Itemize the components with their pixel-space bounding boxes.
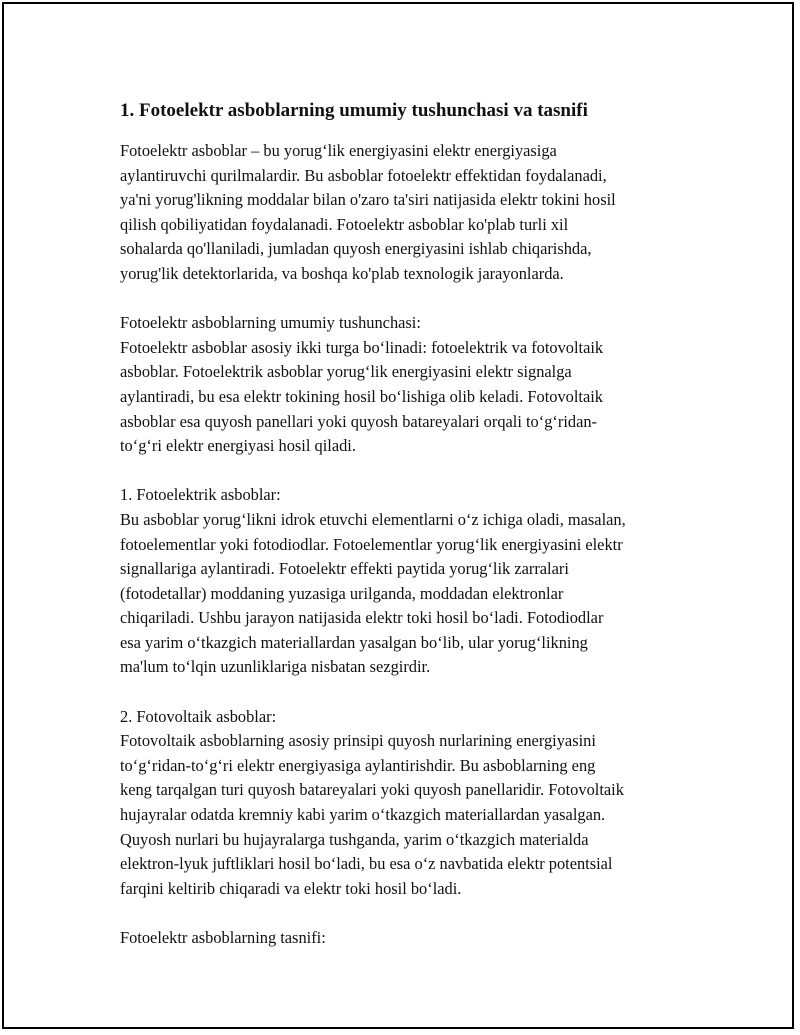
text-line: elektron-lyuk juftliklari hosil bo‘ladi, bu esa o‘z navbatida elektr potentsial	[120, 854, 613, 874]
paragraph-list	[120, 139, 710, 951]
text-line: to‘g‘ri elektr energiyasi hosil qiladi.	[120, 436, 356, 456]
text-line: fotoelementlar yoki fotodiodlar. Fotoelementlar yorug‘lik energiyasini elektr	[120, 534, 623, 554]
text-line: Quyosh nurlari bu hujayralarga tushganda, yarim o‘tkazgich materialda	[120, 829, 589, 849]
text-line: esa yarim o‘tkazgich materiallardan yasalgan bo‘lib, ular yorug‘likning	[120, 632, 588, 652]
text-line: Fotoelektr asboblar – bu yorug‘lik energiyasini elektr energiyasiga	[120, 141, 557, 160]
text-line: farqini keltirib chiqaradi va elektr toki hosil bo‘ladi.	[120, 878, 462, 898]
text-line: chiqariladi. Ushbu jarayon natijasida elektr toki hosil bo‘ladi. Fotodiodlar	[120, 608, 604, 628]
text-line: sohalarda qo'llaniladi, jumladan quyosh energiyasini ishlab chiqarishda,	[120, 239, 592, 259]
text-line: Bu asboblar yorug‘likni idrok etuvchi elementlarni o‘z ichiga oladi, masalan,	[120, 509, 626, 529]
text-line: ya'ni yorug'likning moddalar bilan o'zaro ta'siri natijasida elektr tokini hosil	[120, 190, 616, 210]
text-line: Fotovoltaik asboblarning asosiy prinsipi quyosh nurlarining energiyasini	[120, 731, 596, 751]
text-line: to‘g‘ridan-to‘g‘ri elektr energiyasiga aylantirishdir. Bu asboblarning eng	[120, 755, 596, 775]
text-line: hujayralar odatda kremniy kabi yarim o‘tkazgich materiallardan yasalgan.	[120, 805, 606, 825]
text-line: yorug'lik detektorlarida, va boshqa ko'plab texnologik jarayonlarda.	[120, 263, 564, 283]
text-line: Fotoelektr asboblarning tasnifi:	[120, 928, 326, 947]
text-line: 1. Fotoelektrik asboblar:	[120, 485, 281, 505]
paragraph	[120, 926, 710, 951]
page-title: 1. Fotoelektr asboblarning umumiy tushunchasi va tasnifi	[120, 100, 588, 121]
text-line: Fotoelektr asboblar asosiy ikki turga bo‘linadi: fotoelektrik va fotovoltaik	[120, 337, 604, 357]
paragraph	[120, 483, 710, 680]
text-line: qilish qobiliyatidan foydalanadi. Fotoelektr asboblar ko'plab turli xil	[120, 214, 569, 234]
text-line: signallariga aylantiradi. Fotoelektr effekti paytida yorug‘lik zarralari	[120, 559, 569, 579]
text-line: keng tarqalgan turi quyosh batareyalari yoki quyosh panellaridir. Fotovoltaik	[120, 780, 624, 800]
text-line: asboblar. Fotoelektrik asboblar yorug‘lik energiyasini elektr signalga	[120, 362, 572, 382]
text-line: (fotodetallar) moddaning yuzasiga urilganda, moddadan elektronlar	[120, 583, 564, 603]
text-line: 2. Fotovoltaik asboblar:	[120, 706, 277, 726]
text-line: aylantiruvchi qurilmalardir. Bu asboblar fotoelektr effektidan foydalanadi,	[120, 165, 607, 185]
paragraph	[120, 311, 710, 459]
text-line: asboblar esa quyosh panellari yoki quyosh batareyalari orqali to‘g‘ridan-	[120, 411, 597, 431]
paragraph	[120, 139, 710, 287]
document-page	[2, 2, 794, 1029]
text-line: Fotoelektr asboblarning umumiy tushunchasi:	[120, 313, 421, 333]
document-body	[120, 98, 710, 975]
paragraph	[120, 705, 710, 902]
text-line: aylantiradi, bu esa elektr tokining hosil bo‘lishiga olib keladi. Fotovoltaik	[120, 386, 603, 406]
text-line: ma'lum to‘lqin uzunliklariga nisbatan sezgirdir.	[120, 657, 431, 677]
